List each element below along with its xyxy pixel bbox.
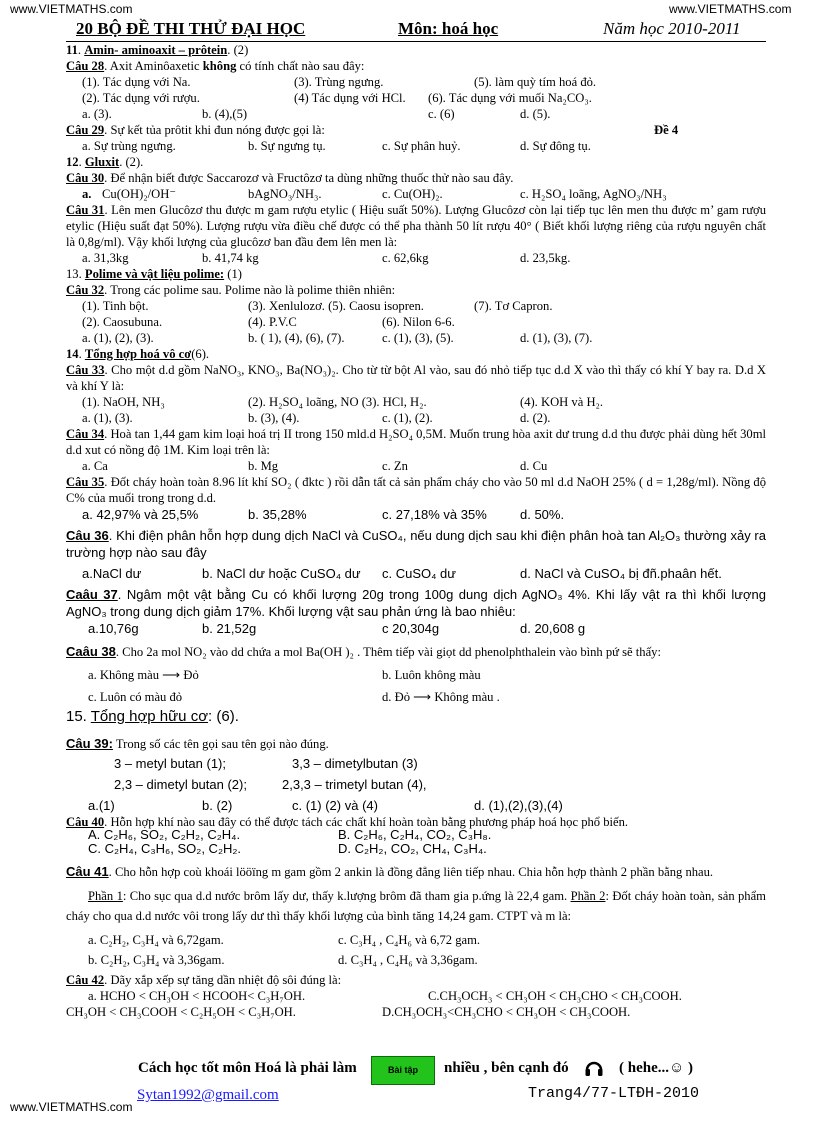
q41-parts: Phần 1: Cho sục qua d.d nước brôm lấy dư, thấy k.lượng brôm đã tham gia p.ứng là 22,4 gam. Phần 2: Đốt cháy hoàn toàn, sản phẩm cháy cho qua d.d nước vôi trong lấy dư thì thấy khối lượng của bình tăng 14,24 gam. CTPT và m là: [66, 889, 766, 923]
answer-d: d. C₃H₄ , C₄H₆ và 3,36gam. [338, 953, 478, 967]
q28-items-2: (2). Tác dụng với rượu. (4) Tác dụng với HCl. (6). Tác dụng với muối Na₂CO₃. [82, 91, 592, 105]
question-42: Câu 42. Dãy xắp xếp sự tăng dần nhiệt độ sôi đúng là: [66, 973, 342, 987]
q32-items-2: (2). Caosubuna. (4). P.V.C (6). Nilon 6-6. [82, 315, 455, 329]
question-35: Câu 35. Đốt cháy hoàn toàn 8.96 lít khí SO₂ ( đktc ) rồi dẫn tất cả sản phẩm cháy cho vào 50 ml d.d NaOH 25% ( d = 1,28g/ml). Nồng độ C% của muối trong trong d.d. [66, 475, 766, 505]
answer-a: a. Không màu ⟶ Đỏ [88, 668, 199, 682]
answer-b: b. NaCl dư hoặc CuSO₄ dư [202, 566, 361, 581]
answer-d: d. Đỏ ⟶ Không màu . [382, 690, 500, 704]
q33-items: (1). NaOH, NH₃ (2). H₂SO₄ loãng, NO (3). HCl, H₂. (4). KOH và H₂. [82, 395, 604, 409]
question-36: Câu 36. Khi điện phân hỗn hợp dung dịch NaCl và CuSO₄, nếu dung dịch sau khi điện phân hoà tan Al₂O₃ thường xảy ra trường hợp nào sau đây [66, 528, 766, 560]
answer-d: d. 20,608 g [520, 621, 586, 636]
q42-answers-2 [66, 1004, 766, 1020]
header-subject: Môn: hoá học [398, 19, 499, 38]
q38-answers-2 [66, 689, 766, 705]
answer-b: b. 21,52g [202, 621, 257, 636]
answer-c: c. 27,18% và 35% [382, 507, 487, 522]
question-31: Câu 31. Lên men Glucôzơ thu được m gam rượu etylic ( Hiệu suất 50%). Lượng Glucôzơ còn lại tiếp tục lên men thu được m’ gam rượu etylic (Hiệu suất đạt 50%). Lượng rượu vừa điều chế được có thể pha thành 50 lít rượu 40° ( Biết khối lượng riêng của rượu nguyên chất là 0,8g/ml). Vậy khối lượng của glucôzơ ban đầu đem lên men là: [66, 203, 766, 249]
q39-names-1: 3 – metyl butan (1); 3,3 – dimetylbutan (3) [114, 756, 418, 771]
answer-b: CH₃OH < CH₃COOH < C₂H₅OH < C₃H₇OH. [66, 1005, 296, 1019]
answer-b: b. Sự ngưng tụ. [248, 139, 326, 153]
answer-a: a. (1), (3). [82, 411, 133, 425]
answer-d: d. (5). [520, 107, 551, 121]
header-year: Năm học 2010-2011 [603, 19, 741, 38]
section-14: 14. Tổng hợp hoá vô cơ(6). [66, 347, 210, 361]
section-12: 12. Gluxit. (2). [66, 155, 144, 169]
answer-b: b. (4),(5) [202, 107, 248, 121]
page-number: Trang4/77-LTĐH-2010 [528, 1085, 700, 1102]
answer-a: a. (3). [82, 107, 112, 121]
contact-email-link[interactable]: Sytan1992@gmail.com [137, 1087, 279, 1103]
q39-names-2: 2,3 – dimetyl butan (2); 2,3,3 – trimetyl butan (4), [114, 777, 427, 792]
answer-a: a. C₂H₂, C₃H₄ và 6,72gam. [88, 933, 224, 947]
answer-c: c. Cu(OH)₂. [382, 187, 443, 201]
q31-answers [66, 250, 766, 266]
section-11: 11. Amin- aminoaxit – prôtein. (2) [66, 43, 249, 57]
answer-d: d. Cu [520, 459, 548, 473]
answer-c: C.CH₃OCH₃ < CH₃OH < CH₃CHO < CH₃COOH. [428, 989, 682, 1003]
question-29: Câu 29. Sự kết tủa prôtit khi đun nóng được gọi là: Đề 4 [66, 123, 679, 137]
exam-number: Đề 4 [654, 123, 679, 137]
question-37: Caâu 37. Ngâm một vật bằng Cu có khối lượng 20g trong 100g dung dịch AgNO₃ 4%. Khi lấy vật ra thì khối lượng AgNO₃ trong dung dịch giảm 17%. Khối lượng vật sau phản ứng là bao nhiêu: [66, 587, 766, 619]
q32-items-1: (1). Tinh bột. (3). Xenlulozơ. (5). Caosu isopren. (7). Tơ Capron. [82, 299, 553, 313]
footer-text-3: ( hehe...☺ ) [619, 1060, 694, 1076]
answer-b: B. C₂H₆, C₂H₄, CO₂, C₃H₈. [338, 827, 492, 842]
answer-c: C. C₂H₄, C₃H₆, SO₂, C₂H₂. [88, 841, 242, 856]
watermark-bottom-left: www.VIETMATHS.com [10, 1100, 133, 1114]
q33-answers [66, 410, 766, 426]
answer-c: c. CuSO₄ dư [382, 566, 456, 581]
footer-text-2: nhiều , bên cạnh đó [444, 1060, 569, 1076]
answer-d: d. (1),(2),(3),(4) [474, 798, 563, 813]
headphones-icon [584, 1058, 604, 1078]
q41-answers-2 [66, 952, 766, 972]
q37-answers [66, 620, 766, 637]
answer-d: c. H₂SO₄ loãng, AgNO₃/NH₃ [520, 187, 667, 201]
answer-b: b. (2) [202, 798, 233, 813]
question-39: Câu 39: Trong số các tên gọi sau tên gọi nào đúng. [66, 736, 329, 751]
header-title: 20 BỘ ĐỀ THI THỬ ĐẠI HỌC [76, 19, 306, 38]
exam-content [66, 42, 766, 1020]
answer-b: b. (3), (4). [248, 411, 300, 425]
question-38: Caâu 38. Cho 2a mol NO₂ vào dd chứa a mol Ba(OH )₂ . Thêm tiếp vài giọt dd phenolphthalein vào bình pứ sẽ thấy: [66, 644, 661, 659]
answer-d: d. 23,5kg. [520, 251, 571, 265]
answer-b: b. 35,28% [248, 507, 307, 522]
q29-answers [66, 138, 766, 154]
q32-answers [66, 330, 766, 346]
answer-c: c. C₃H₄ , C₄H₆ và 6,72 gam. [338, 933, 481, 947]
answer-b: b. Luôn không màu [382, 668, 481, 682]
exercise-badge: Bài tập [371, 1056, 435, 1085]
watermark-top-left: www.VIETMATHS.com [10, 2, 133, 16]
answer-b: b. ( 1), (4), (6), (7). [248, 331, 345, 345]
answer-a: a. Ca [82, 459, 108, 473]
q28-answers [66, 106, 766, 122]
answer-c: c. Luôn có màu đỏ [88, 690, 183, 704]
page-header [0, 18, 816, 40]
answer-c: c. Zn [382, 459, 408, 473]
answer-c: c. Sự phân huỷ. [382, 139, 461, 153]
answer-c: c. (6) [428, 107, 455, 121]
answer-b: b. C₂H₂, C₃H₄ và 3,36gam. [88, 953, 225, 967]
section-15: 15. Tổng hợp hữu cơ: (6). [66, 708, 239, 725]
answer-b: b. Mg [248, 459, 279, 473]
answer-c: c 20,304g [382, 621, 440, 636]
answer-a: a.(1) [88, 798, 115, 813]
answer-c: c. 62,6kg [382, 251, 429, 265]
answer-b: b. 41,74 kg [202, 251, 259, 265]
answer-d: d. Sự đông tụ. [520, 139, 591, 153]
q42-answers-1 [66, 988, 766, 1004]
answer-a: a. 31,3kg [82, 251, 129, 265]
answer-b: bAgNO₃/NH₃. [248, 187, 322, 201]
q41-answers-1 [66, 932, 766, 952]
question-41: Câu 41. Cho hỗn hợp coù khoái lööïng m gam gồm 2 ankin là đồng đẳng liên tiếp nhau. Chia hỗn hợp thành 2 phần bằng nhau. [66, 864, 714, 879]
question-33: Câu 33. Cho một d.d gồm NaNO₃, KNO₃, Ba(NO₃)₂. Cho từ từ bột Al vào, sau đó nhỏ tiếp tục d.d X vào thì thấy có khí Y bay ra. D.d X và khí Y là: [66, 363, 767, 393]
answer-c: c. (1), (2). [382, 411, 433, 425]
answer-a: a.10,76g [88, 621, 139, 636]
answer-a: a.NaCl dư [82, 566, 142, 581]
q38-answers-1 [66, 667, 766, 683]
answer-c: c. (1) (2) và (4) [292, 798, 378, 813]
section-title: Amin- aminoaxit – prôtein [84, 43, 228, 57]
answer-d: D. C₂H₂, CO₂, CH₄, C₃H₄. [338, 841, 487, 856]
question-28: Câu 28. Axit Aminôaxetic không có tính chất nào sau đây: [66, 59, 365, 73]
question-40: Câu 40. Hỗn hợp khí nào sau đây có thể được tách các chất khí hoàn toàn bằng phương pháp hoá học phổ biến. [66, 815, 629, 829]
q30-answers: a. Cu(OH)₂/OH⁻ bAgNO₃/NH₃. c. Cu(OH)₂. c. H₂SO₄ loãng, AgNO₃/NH₃ [82, 187, 667, 201]
answer-d: d. (2). [520, 411, 551, 425]
q35-answers [66, 506, 766, 523]
answer-c: c. (1), (3), (5). [382, 331, 454, 345]
answer-d: d. NaCl và CuSO₄ bị đñ.phaân hết. [520, 566, 722, 581]
answer-d: D.CH₃OCH₃<CH₃CHO < CH₃OH < CH₃COOH. [382, 1005, 631, 1019]
answer-a: Cu(OH)₂/OH⁻ [102, 187, 177, 201]
answer-a: A. C₂H₆, SO₂, C₂H₂, C₂H₄. [88, 827, 241, 842]
section-13: 13. Polime và vật liệu polime: (1) [66, 267, 242, 281]
answer-d: d. (1), (3), (7). [520, 331, 593, 345]
answer-a: a. Sự trùng ngưng. [82, 139, 176, 153]
watermark-top-right: www.VIETMATHS.com [669, 2, 792, 16]
answer-d: d. 50%. [520, 507, 565, 522]
q36-answers [66, 565, 766, 582]
q28-items-1: (1). Tác dụng với Na. (3). Trùng ngưng. (5). làm quỳ tím hoá đỏ. [82, 75, 597, 89]
answer-a: a. (1), (2), (3). [82, 331, 154, 345]
q34-answers [66, 458, 766, 474]
q40-answers-1 [66, 828, 766, 842]
q40-answers-2 [66, 842, 766, 856]
question-34: Câu 34. Hoà tan 1,44 gam kim loại hoá trị II trong 150 mld.d H₂SO₄ 0,5M. Muốn trung hòa axit dư trung d.d thu được phải dùng hết 30ml d.d xut có nồng độ 1M. Kim loại trên là: [66, 427, 766, 457]
q39-answers [66, 797, 766, 814]
question-32: Câu 32. Trong các polime sau. Polime nào là polime thiên nhiên: [66, 283, 396, 297]
answer-a: a. 42,97% và 25,5% [82, 507, 199, 522]
footer-text-1: Cách học tốt môn Hoá là phải làm [138, 1060, 357, 1076]
question-30: Câu 30. Để nhận biết được Saccarozơ và Fructôzơ ta dùng những thuốc thử nào sau đây. [66, 171, 514, 185]
answer-a: a. HCHO < CH₃OH < HCOOH< C₃H₇OH. [88, 989, 306, 1003]
